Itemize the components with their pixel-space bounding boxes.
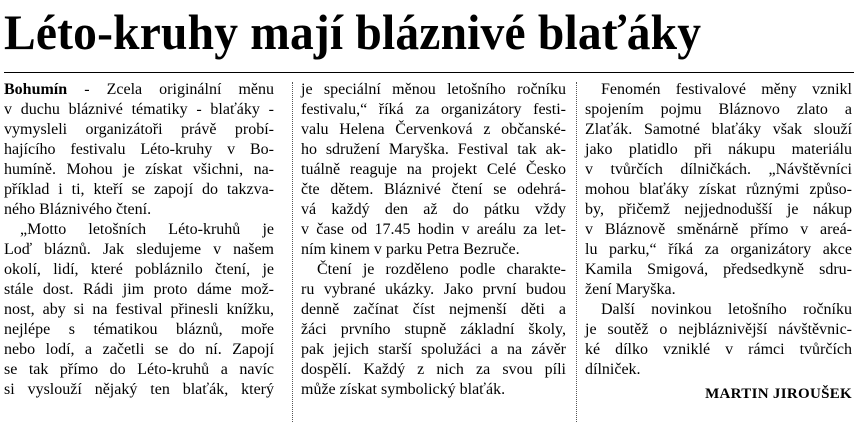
article-paragraph: „Motto letošních Léto-kruhů je Loď bláznů. Jak sledujeme v našem okolí, lidí, které pobláznilo čtení, je stále dost. Rádi jim proto dáme mož- nost, aby si na festival přinesli knížku, nejlépe s tématikou bláznů, moře nebo lodí, a začetli se do ní. Zapojí se tak přímo do Léto-kruhů a navíc si vyslouží nějaký ten blaťák, který bbox=[4, 221, 274, 398]
article-author: MARTIN JIROUŠEK bbox=[705, 386, 852, 402]
article-paragraph: je speciální měnou letošního ročníku festivalu,“ říká za organizátory festi- valu Helena Červenková z občanské- ho sdružení Maryška. Festival tak ak- tuálně reaguje na projekt Celé Česko čte dětem. Bláznivé čtení se odehrá- vá každý den až do pátku vždy v čase od 17.45 hodin v areálu za let- ním kinem v parku Petra Bezruče. bbox=[301, 81, 566, 258]
article-paragraph: Čtení je rozděleno podle charakte- ru vybrané ukázky. Jako první budou denně začínat číst nejmenší děti a žáci prvního stupně základní školy, pak jejich starší spolužáci a na závěr dospělí. Každý z nich za svou píli může získat symbolický blaťák. bbox=[301, 261, 566, 398]
article-body bbox=[4, 80, 856, 436]
article-headline: Léto-kruhy mají bláznivé blaťáky bbox=[4, 4, 702, 60]
dateline-place: Bohumín bbox=[4, 81, 68, 98]
article-column-2 bbox=[301, 80, 566, 436]
headline-rule bbox=[4, 72, 854, 73]
article-paragraph: Bohumín - Zcela originální měnu v duchu bláznivé tématiky - blaťáky - vymysleli organizátoři právě probí- hajícího festivalu Léto-kruhy v Bo- humíně. Mohou je získat všichni, na- příklad i ti, kteří se zapojí do takzva- ného Bláznivého čtení. bbox=[4, 81, 274, 218]
article-column-3 bbox=[585, 80, 852, 436]
article-column-1 bbox=[4, 80, 274, 436]
article-paragraph: Fenomén festivalové měny vznikl spojením pojmu Bláznovo zlato a Zlaťák. Samotné blaťáky však slouží jako platidlo při nákupu materiálu v tvůrčích dílničkách. „Návštěvníci mohou blaťáky získat různými způso- by, přičemž nejjednodušší je nákup v Bláznově směnárně přímo v areá- lu parku,“ říká za organizátory akce Kamila Smigová, předsedkyně sdru- žení Maryška. bbox=[585, 81, 852, 298]
article-paragraph: Další novinkou letošního ročníku je soutěž o nejbláznivější návštěvnic- ké dílko vzniklé v rámci tvůrčích dílniček. bbox=[585, 301, 852, 378]
